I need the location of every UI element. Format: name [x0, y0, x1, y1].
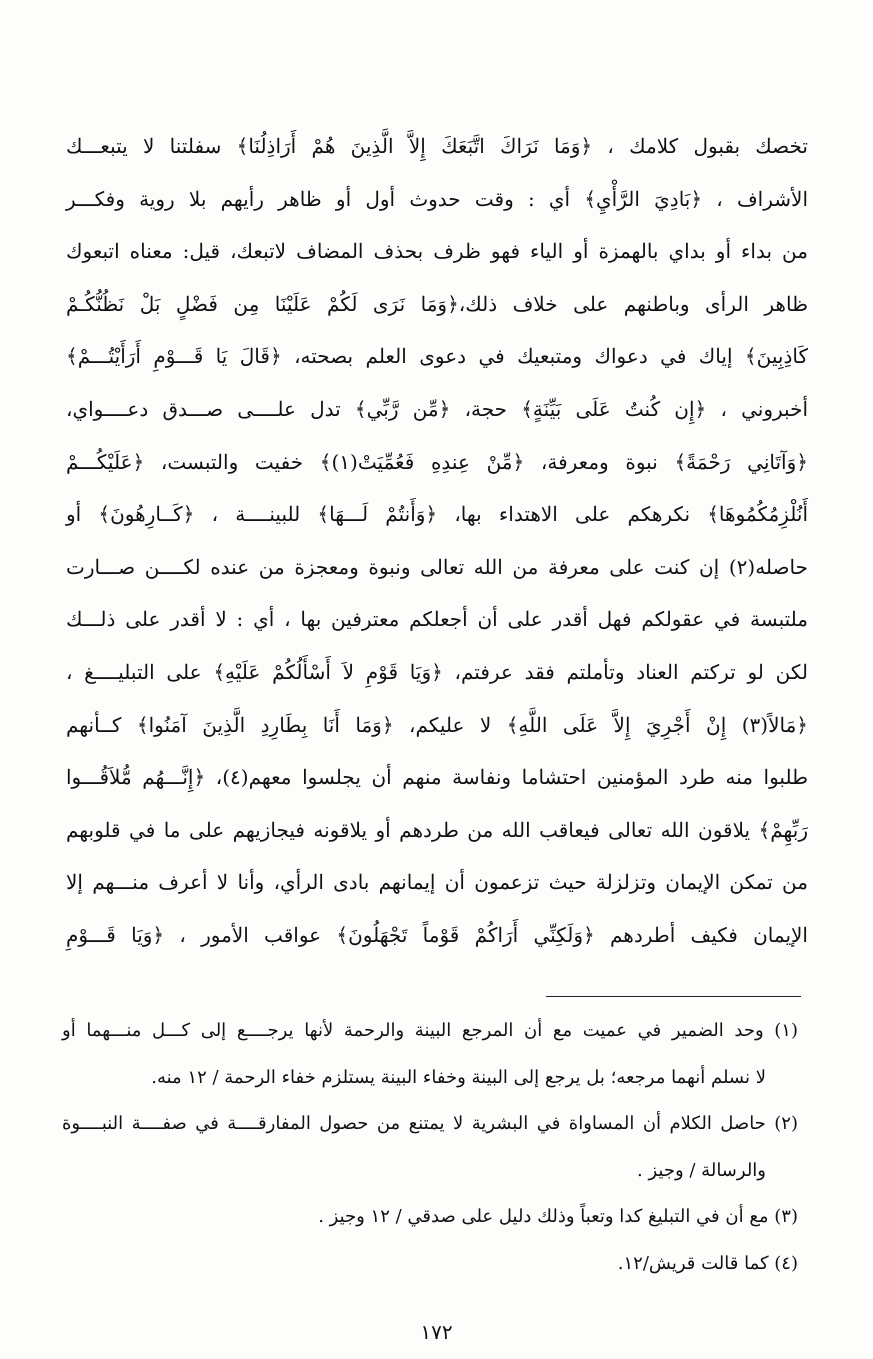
- footnote-4-line: (٤) كما قالت قريش/١٢.: [617, 1252, 798, 1274]
- text-line: أَنُلْزِمُكُمُوهَا﴾ نكرهكم على الاهتداء بها، ﴿وَأَنتُمْ لَـــهَا﴾ للبينــــة ، ﴿كَــارِهُونَ﴾ أو: [66, 502, 809, 527]
- text-line: ﴿وَآتَانِي رَحْمَةً﴾ نبوة ومعرفة، ﴿مِّنْ عِندِهِ فَعُمِّيَتْ(١)﴾ خفيت والتبست، ﴿عَلَيْكُـــمْ: [66, 449, 808, 474]
- text-line: الإيمان فكيف أطردهم ﴿وَلَكِنِّي أَرَاكُمْ قَوْماً تَجْهَلُونَ﴾ عواقب الأمور ، ﴿وَيَا قَـــوْمِ: [66, 922, 808, 947]
- text-line: الأشراف ، ﴿بَادِيَ الرَّأْيِ﴾ أي : وقت حدوث أول أو ظاهر رأيهم بلا روية وفكـــر: [66, 186, 808, 211]
- footnote-3-line: (٣) مع أن في التبليغ كدا وتعباً وذلك دليل على صدقي / ١٢ وجيز .: [318, 1206, 798, 1227]
- text-line: لكن لو تركتم العناد وتأملتم فقد عرفتم، ﴿وَيَا قَوْمِ لاَ أَسْأَلُكُمْ عَلَيْهِ﴾ على التبليــــغ ،: [66, 659, 808, 684]
- footnote-1-line: (١) وحد الضمير في عميت مع أن المرجع البينة والرحمة لأنها يرجــــع إلى كـــل منـــهما أو: [62, 1020, 798, 1041]
- main-text: [66, 120, 808, 962]
- text-line: كَاذِبِينَ﴾ إياك في دعواك ومتبعيك في دعوى العلم بصحته، ﴿قَالَ يَا قَـــوْمِ أَرَأَيْتُـــمْ﴾: [66, 344, 808, 369]
- page-number: ١٧٢: [420, 1320, 453, 1344]
- footnote-separator: [546, 996, 801, 997]
- text-line: ظاهر الرأى وباطنهم على خلاف ذلك،﴿وَمَا نَرَى لَكُمْ عَلَيْنَا مِن فَضْلٍ بَلْ نَظُنُّكُـمْ: [66, 291, 808, 316]
- text-line: ملتبسة في عقولكم فهل أقدر على أن أجعلكم معترفين بها ، أي : لا أقدر على ذلـــك: [66, 607, 808, 632]
- footnote-2-line: (٢) حاصل الكلام أن المساواة في البشرية لا يمتنع من حصول المفارقــــة في صفــــة النبــــوة: [62, 1113, 798, 1134]
- text-line: من تمكن الإيمان وتزلزلة حيث تزعمون أن إيمانهم بادى الرأي، وأنا لا أعرف منـــهم إلا: [66, 870, 808, 895]
- text-line: طلبوا منه طرد المؤمنين احتشاما ونفاسة منهم أن يجلسوا معهم(٤)، ﴿إِنَّـــهُم مُّلاَقُـــوا: [66, 765, 808, 790]
- footnote-1-line: لا نسلم أنهما مرجعه؛ بل يرجع إلى البينة وخفاء البينة يستلزم خفاء الرحمة / ١٢ منه.: [151, 1066, 766, 1088]
- footnote-2-line: والرسالة / وجيز .: [637, 1159, 766, 1181]
- text-line: تخصك بقبول كلامك ، ﴿وَمَا نَرَاكَ اتَّبَعَكَ إِلاَّ الَّذِينَ هُمْ أَرَاذِلُنَا﴾ سفلتنا لا يتبعـــك: [66, 134, 808, 158]
- text-line: من بداء أو بداي بالهمزة أو الياء فهو ظرف بحذف المضاف لاتبعك، قيل: معناه اتبعوك: [66, 239, 808, 264]
- text-line: رَبِّهِمْ﴾ يلاقون الله تعالى فيعاقب الله من طردهم أو يلاقونه فيجازيهم على ما في قلوبهم: [66, 817, 808, 842]
- text-line: أخبروني ، ﴿إِن كُنتُ عَلَى بَيِّنَةٍ﴾ حجة، ﴿مِّن رَّبِّي﴾ تدل علــــى صـــدق دعــــواي،: [66, 396, 808, 421]
- footnotes: [62, 1008, 798, 1287]
- text-line: حاصله(٢) إن كنت على معرفة من الله تعالى ونبوة ومعجزة من عنده لكــــن صـــارت: [66, 554, 808, 579]
- text-line: ﴿مَالاً(٣) إِنْ أَجْرِيَ إِلاَّ عَلَى اللَّهِ﴾ لا عليكم، ﴿وَمَا أَنَا بِطَارِدِ الَّذِينَ آمَنُوا﴾ كــأنهم: [66, 712, 808, 737]
